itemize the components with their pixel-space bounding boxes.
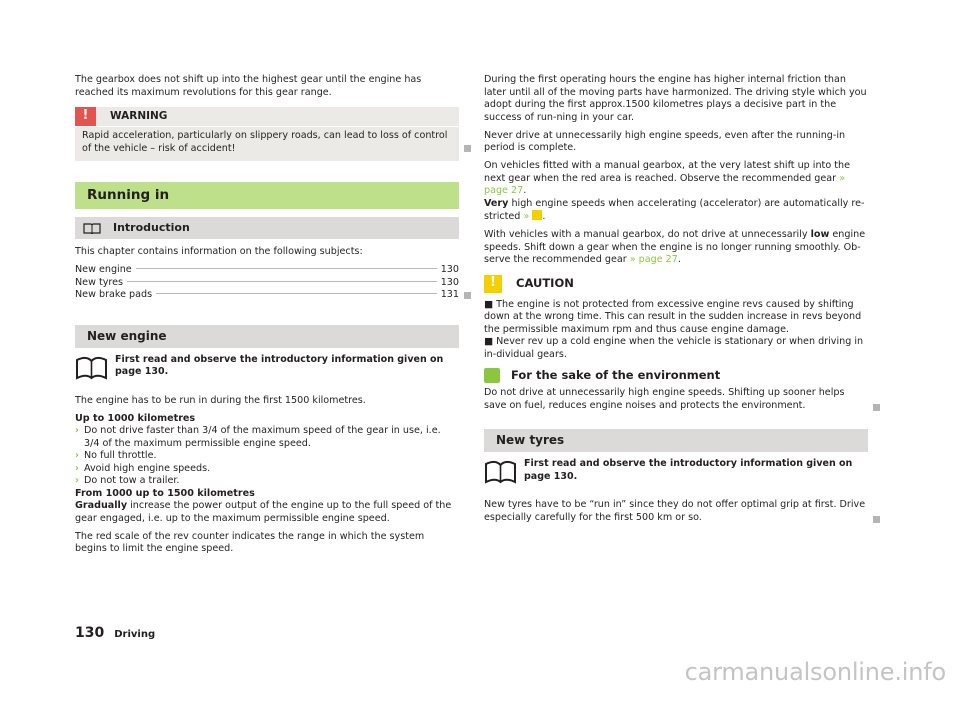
gearbox-paragraph: On vehicles fitted with a manual gearbox, at the very latest shift up into the next gear when the red area is reached. Observe the recommended gear » page 27. Very high engine speeds when accelerating (accelerator) are automatically re-stricted » .	[484, 160, 865, 222]
very-emphasis: Very	[484, 197, 509, 209]
up-to-1000-heading: Up to 1000 kilometres	[75, 412, 196, 424]
gradually-emphasis: Gradually	[75, 500, 128, 511]
intro-paragraph: The gearbox does not shift up into the highest gear until the engine has reached its maximum revolutions for this gear range.	[75, 74, 422, 98]
toc-label: New brake pads	[75, 289, 153, 300]
end-mark-icon	[464, 145, 471, 152]
from-1000-heading: From 1000 up to 1500 kilometres	[75, 487, 255, 499]
page-27-link[interactable]: » page 27	[629, 254, 678, 265]
cross-ref-arrow[interactable]: »	[523, 211, 530, 222]
arrow-bullet-icon: ›	[75, 475, 79, 486]
toc-leader	[156, 293, 437, 294]
page-footer	[75, 627, 155, 642]
toc-row[interactable]	[75, 264, 459, 277]
warning-icon: !	[75, 107, 96, 126]
list-item-text: Do not tow a trailer.	[84, 475, 180, 486]
toc-page: 130	[440, 276, 459, 288]
caution-item: ■ The engine is not protected from excessive engine revs caused by shifting down at the wrong time. This can result in the sudden increase in revs beyond the permissible maximum rpm and thus cause engine damage.	[484, 298, 862, 335]
engine-run-in-text: The engine has to be run in during the first 1500 kilometres.	[75, 394, 366, 406]
page-27-link[interactable]: » page 27	[484, 172, 846, 196]
environment-text: Do not drive at unnecessarily high engine speeds. Shifting up sooner helps save on fuel, reduces engine noises and protects the environment.	[484, 387, 845, 411]
warning-text: Rapid acceleration, particularly on slippery roads, can lead to loss of control of the vehicle – risk of accident!	[82, 130, 448, 154]
introduction-title: Introduction	[113, 220, 190, 234]
caution-item-text: The engine is not protected from excessive engine revs caused by shifting down at the wrong time. This can result in the sudden increase in revs beyond the permissible maximum rpm and thus cause engine damage.	[484, 298, 862, 335]
first-read-text: First read and observe the introductory information given on page 130.	[524, 458, 853, 482]
toc-label: New tyres	[75, 276, 124, 288]
arrow-bullet-icon: ›	[75, 425, 79, 436]
first-read-note	[484, 458, 868, 484]
introduction-lead: This chapter contains information on the following subjects:	[75, 246, 363, 257]
gradually-paragraph	[75, 500, 459, 525]
watermark-logo: carmanualsonline.info	[684, 658, 946, 686]
list-item	[75, 425, 459, 450]
high-speed-paragraph: Never drive at unnecessarily high engine speeds, even after the running-in period is complete.	[484, 129, 846, 153]
toc-leader	[136, 268, 437, 269]
first-read-note	[75, 354, 459, 380]
end-mark-icon	[873, 516, 880, 523]
caution-list	[484, 299, 868, 362]
list-item	[75, 475, 459, 488]
gradually-text: increase the power output of the engine up to the full speed of the gear engaged, i.e. up to the maximum permissible engine speed.	[75, 500, 452, 524]
low-emphasis: low	[810, 229, 830, 240]
first-read-text: First read and observe the introductory information given on page 130.	[115, 353, 444, 377]
warning-title: WARNING	[110, 110, 168, 123]
toc-row[interactable]	[75, 289, 459, 302]
open-book-icon	[75, 356, 108, 380]
caution-item-text: Never rev up a cold engine when the vehicle is stationary or when driving in in-dividual gears.	[484, 336, 864, 360]
tyres-text: New tyres have to be “run in” since they do not offer optimal grip at first. Drive especially carefully for the first 500 km or so.	[484, 499, 866, 523]
toc-label: New engine	[75, 264, 132, 275]
right-column	[484, 74, 868, 530]
caution-icon: !	[484, 275, 502, 293]
section-title-new-engine: New engine	[75, 325, 459, 348]
page-number: 130	[75, 625, 105, 641]
list-item	[75, 463, 459, 476]
toc-page: 130	[440, 264, 459, 275]
restricted-text: high engine speeds when accelerating (accelerator) are automatically re-stricted	[484, 197, 865, 222]
book-icon	[83, 223, 101, 234]
low-speed-paragraph: With vehicles with a manual gearbox, do not drive at unnecessarily low engine speeds. Shift down a gear when the engine is no longer running smoothly. Ob-serve the recommended gear » page 27.	[484, 229, 866, 265]
arrow-bullet-icon: ›	[75, 462, 79, 474]
warning-header	[75, 107, 459, 127]
end-mark-icon	[873, 404, 880, 411]
list-item-text: Avoid high engine speeds.	[84, 462, 211, 474]
caution-title: CAUTION	[516, 276, 574, 291]
warning-box	[75, 107, 459, 161]
left-column	[75, 74, 459, 561]
caution-item: ■ Never rev up a cold engine when the vehicle is stationary or when driving in in-dividual gears.	[484, 336, 864, 360]
toc-leader	[127, 281, 437, 282]
end-mark-icon	[464, 292, 471, 299]
environment-icon	[484, 368, 500, 383]
low-speed-text-a: With vehicles with a manual gearbox, do not drive at unnecessarily	[484, 229, 811, 240]
gearbox-text: On vehicles fitted with a manual gearbox, at the very latest shift up into the next gear when the red area is reached. Observe the recommended gear	[484, 160, 850, 184]
arrow-bullet-icon: ›	[75, 450, 79, 461]
friction-paragraph: During the first operating hours the engine has higher internal friction than later until all of the moving parts have harmonized. The driving style which you adopt during the first approx.1500 kilometres plays a decisive part in the success of run-ning in your car.	[484, 74, 867, 123]
rev-counter-paragraph: The red scale of the rev counter indicates the range in which the system begins to limit the engine speed.	[75, 530, 425, 554]
list-item-text: Do not drive faster than 3/4 of the maximum speed of the gear in use, i.e. 3/4 of the maximum permissible engine speed.	[84, 425, 441, 449]
environment-block	[484, 387, 868, 412]
caution-header	[484, 275, 868, 293]
section-title-new-tyres: New tyres	[484, 429, 868, 452]
introduction-header	[75, 217, 459, 239]
tyres-block	[484, 499, 868, 524]
section-title-running-in: Running in	[75, 182, 459, 209]
caution-ref-icon[interactable]	[532, 210, 542, 220]
environment-title: For the sake of the environment	[511, 368, 721, 383]
list-item-text: No full throttle.	[84, 450, 157, 461]
toc-page: 131	[440, 289, 459, 300]
environment-header	[484, 368, 868, 383]
list-item	[75, 450, 459, 463]
toc-list	[75, 264, 459, 302]
open-book-icon	[484, 460, 517, 484]
toc-row[interactable]	[75, 277, 459, 290]
low-speed-text-b: engine speeds. Shift down a gear when the engine is no longer running smoothly. Ob-serve the recommended gear	[484, 229, 866, 265]
footer-section: Driving	[114, 629, 156, 640]
